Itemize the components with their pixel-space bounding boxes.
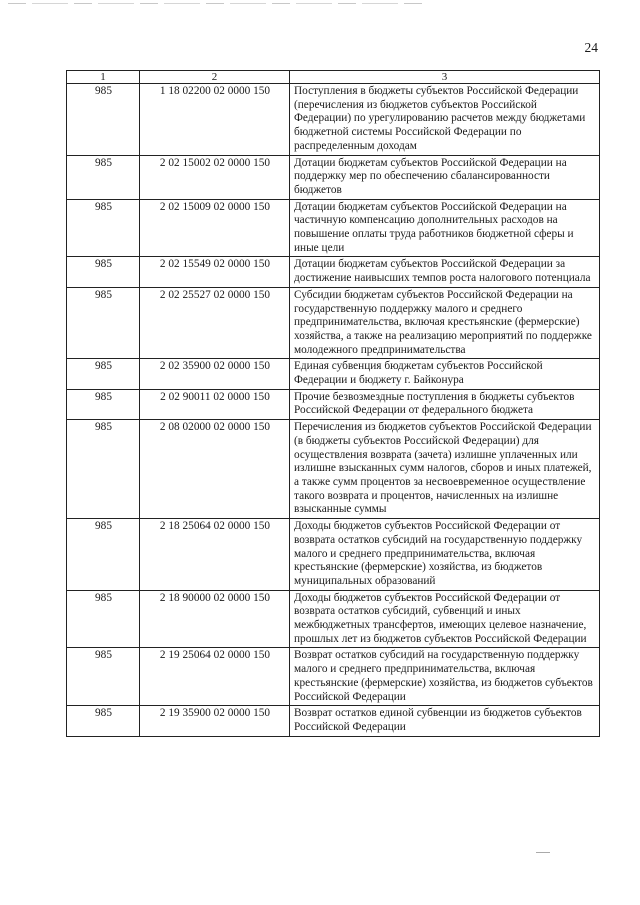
page-number: 24 [584, 40, 598, 55]
table-row [67, 359, 600, 389]
admin-code-cell: 985 [67, 287, 140, 359]
header-col-3: 3 [290, 71, 600, 84]
scan-artifact-dash [536, 852, 550, 853]
income-description-cell: Дотации бюджетам субъектов Российской Федерации на частичную компенсацию дополнительных расходов на повышение оплаты труда работников бюджетной сферы и иные цели [290, 199, 600, 257]
income-description-cell: Поступления в бюджеты субъектов Российской Федерации (перечисления из бюджетов субъектов Российской Федерации) по урегулированию расчетов между бюджетами бюджетной системы Российской Федерации по распределенным доходам [290, 84, 600, 156]
budget-classification-code-cell: 2 19 25064 02 0000 150 [140, 648, 290, 706]
income-description-cell: Субсидии бюджетам субъектов Российской Федерации на государственную поддержку малого и среднего предпринимательства, включая крестьянские (фермерские) хозяйства, а также на реализацию мероприятий по поддержке молодежного предпринимательства [290, 287, 600, 359]
scan-artifact-top-line [8, 3, 428, 4]
admin-code-cell: 985 [67, 706, 140, 736]
budget-classification-code-cell: 2 02 25527 02 0000 150 [140, 287, 290, 359]
table-body [67, 84, 600, 737]
income-description-cell: Перечисления из бюджетов субъектов Российской Федерации (в бюджеты субъектов Российской Федерации) для осуществления возврата (зачета) излишне уплаченных или излишне взысканных сумм налогов, сборов и иных платежей, а также сумм процентов за несвоевременное осуществление такого возврата и процентов, начисленных на излишне взысканные суммы [290, 420, 600, 519]
table-row [67, 287, 600, 359]
admin-code-cell: 985 [67, 590, 140, 648]
income-description-cell: Дотации бюджетам субъектов Российской Федерации за достижение наивысших темпов роста налогового потенциала [290, 257, 600, 287]
budget-classification-code-cell: 2 18 25064 02 0000 150 [140, 519, 290, 591]
admin-code-cell: 985 [67, 420, 140, 519]
budget-classification-code-cell: 2 02 15002 02 0000 150 [140, 155, 290, 199]
budget-classification-code-cell: 2 08 02000 02 0000 150 [140, 420, 290, 519]
budget-classification-code-cell: 2 02 35900 02 0000 150 [140, 359, 290, 389]
income-description-cell: Доходы бюджетов субъектов Российской Федерации от возврата остатков субсидий, субвенций и иных межбюджетных трансфертов, имеющих целевое назначение, прошлых лет из бюджетов субъектов Российской Федерации [290, 590, 600, 648]
table-header [67, 71, 600, 84]
table-row [67, 389, 600, 419]
admin-code-cell: 985 [67, 257, 140, 287]
income-description-cell: Прочие безвозмездные поступления в бюджеты субъектов Российской Федерации от федерального бюджета [290, 389, 600, 419]
budget-classification-code-cell: 1 18 02200 02 0000 150 [140, 84, 290, 156]
table-row [67, 155, 600, 199]
budget-classification-code-cell: 2 18 90000 02 0000 150 [140, 590, 290, 648]
table-row [67, 519, 600, 591]
table-row [67, 590, 600, 648]
table-row [67, 648, 600, 706]
admin-code-cell: 985 [67, 84, 140, 156]
income-codes-table [66, 70, 600, 737]
admin-code-cell: 985 [67, 389, 140, 419]
header-row [67, 71, 600, 84]
table-row [67, 257, 600, 287]
budget-classification-code-cell: 2 02 90011 02 0000 150 [140, 389, 290, 419]
admin-code-cell: 985 [67, 199, 140, 257]
admin-code-cell: 985 [67, 155, 140, 199]
income-description-cell: Доходы бюджетов субъектов Российской Федерации от возврата остатков субсидий на государственную поддержку малого и среднего предпринимательства, включая крестьянские (фермерские) хозяйства, из бюджетов муниципальных образований [290, 519, 600, 591]
budget-classification-code-cell: 2 19 35900 02 0000 150 [140, 706, 290, 736]
admin-code-cell: 985 [67, 359, 140, 389]
header-col-1: 1 [67, 71, 140, 84]
income-description-cell: Возврат остатков субсидий на государственную поддержку малого и среднего предпринимательства, включая крестьянские (фермерские) хозяйства, из бюджетов субъектов Российской Федерации [290, 648, 600, 706]
admin-code-cell: 985 [67, 648, 140, 706]
budget-classification-code-cell: 2 02 15549 02 0000 150 [140, 257, 290, 287]
income-description-cell: Дотации бюджетам субъектов Российской Федерации на поддержку мер по обеспечению сбалансированности бюджетов [290, 155, 600, 199]
table-row [67, 706, 600, 736]
admin-code-cell: 985 [67, 519, 140, 591]
header-col-2: 2 [140, 71, 290, 84]
income-description-cell: Возврат остатков единой субвенции из бюджетов субъектов Российской Федерации [290, 706, 600, 736]
income-description-cell: Единая субвенция бюджетам субъектов Российской Федерации и бюджету г. Байконура [290, 359, 600, 389]
table-row [67, 199, 600, 257]
budget-classification-code-cell: 2 02 15009 02 0000 150 [140, 199, 290, 257]
table-row [67, 420, 600, 519]
table-row [67, 84, 600, 156]
